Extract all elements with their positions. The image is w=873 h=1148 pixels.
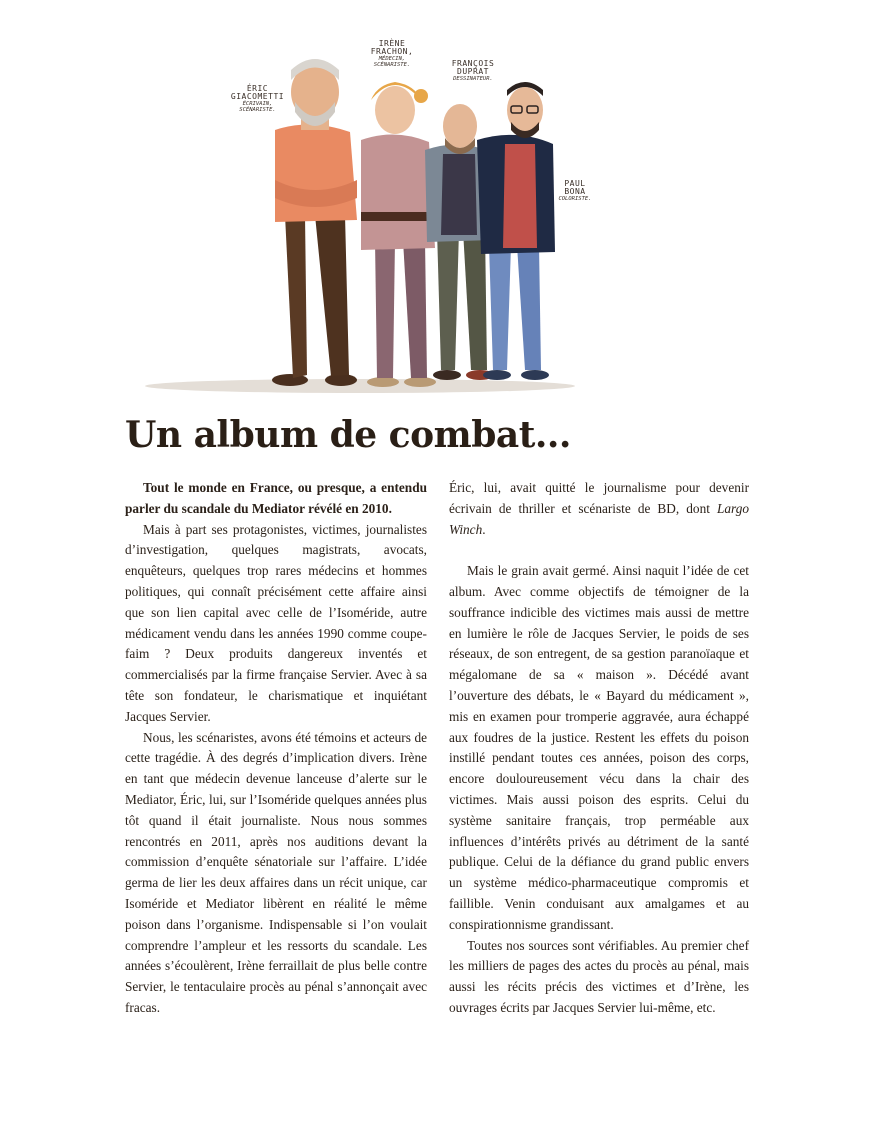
book-title: Largo Winch (449, 500, 749, 537)
irene-figure (361, 82, 436, 387)
caption-francois: FRANÇOIS DUPRAT DESSINATEUR. (451, 59, 495, 82)
paragraph: Nous, les scénaristes, avons été témoins et acteurs de cette tragédie. À des degrés d’implication divers. Irène en tant que médecin devenue lanceuse d’alerte sur le Mediator, Éric, lui, sur l’Isoméride quelques années plus tôt quand il était journaliste. Nous nous sommes rencontrés en 2011, après nos auditions devant la commission d’enquête sénatoriale sur l’affaire. L’idée germa de lier les deux affaires dans un récit unique, car Isoméride et Mediator libèrent en réalité le même poison dans l’organisme. Indispensable si l’on voulait comprendre l’ampleur et les ressorts du scandale. Les années s’écoulèrent, Irène ferraillait de plus belle contre Servier, le tentaculaire procès au pénal s’annonçait avec fracas. (125, 729, 427, 1015)
lead-paragraph: Tout le monde en France, ou presque, a entendu parler du scandale du Mediator révélé en 2010. (125, 480, 427, 516)
paragraph: Mais le grain avait germé. Ainsi naquit l’idée de cet album. Avec comme objectifs de témoigner de la souffrance indicible des victimes mais aussi de mettre en lumière le rôle de Jacques Servier, le poids de ses réseaux, de son entregent, de sa gestion paranoïaque et mégalomane de sa « maison ». Décédé avant l’ouverture des débats, le « Bayard du médicament », mis en examen pour tromperie aggravée, aura échappé aux foudres de la justice. Restent les effets du poison instillé pendant toutes ces années, poison des corps, encore douloureusement vécu dans la chair des victimes. Mais aussi poison des esprits. Celui du système sanitaire français, trop perméable aux influences d’intérêts privés au détriment de la santé publique. Celui de la défiance du grand public envers un système médico-pharmaceutique compromis et faillible. Venin conduisant aux amalgames et au conspirationnisme grandissant. (449, 563, 749, 932)
right-column (449, 478, 749, 1019)
paul-figure (477, 82, 555, 380)
authors-drawing (125, 30, 595, 400)
caption-paul: PAUL BONA COLORISTE. (558, 179, 592, 202)
paragraph: Toutes nos sources sont vérifiables. Au premier chef les milliers de pages des actes du procès au pénal, mais aussi les récits précis des victimes et d’Irène, les ouvrages écrits par Jacques Servier lui-même, etc. (449, 937, 749, 1015)
left-column (125, 478, 427, 1019)
paragraph: Mais à part ses protagonistes, victimes, journalistes d’investigation, quelques magistrats, avocats, enquêteurs, quelques trop rares médecins et hommes politiques, qui connaît précisément cette affaire ainsi que son lien capital avec celle de l’Isoméride, autre médicament vendu dans les années 1990 comme coupe-faim ? Deux produits dangereux inventés et commercialisés par la firme française Servier. Avec à sa tête son fondateur, le charismatique et inquiétant Jacques Servier. (125, 521, 427, 724)
authors-illustration (125, 30, 595, 400)
caption-eric: ÉRIC GIACOMETTI ÉCRIVAIN, SCÉNARISTE. (230, 84, 285, 113)
page-title: Un album de combat... (125, 414, 571, 456)
caption-irene: IRÈNE FRACHON, MÉDECIN, SCÉNARISTE. (370, 39, 414, 68)
paragraph-continued: Éric, lui, avait quitté le journalisme pour devenir écrivain de thriller et scénariste de BD, dont Largo Winch. (449, 480, 749, 537)
